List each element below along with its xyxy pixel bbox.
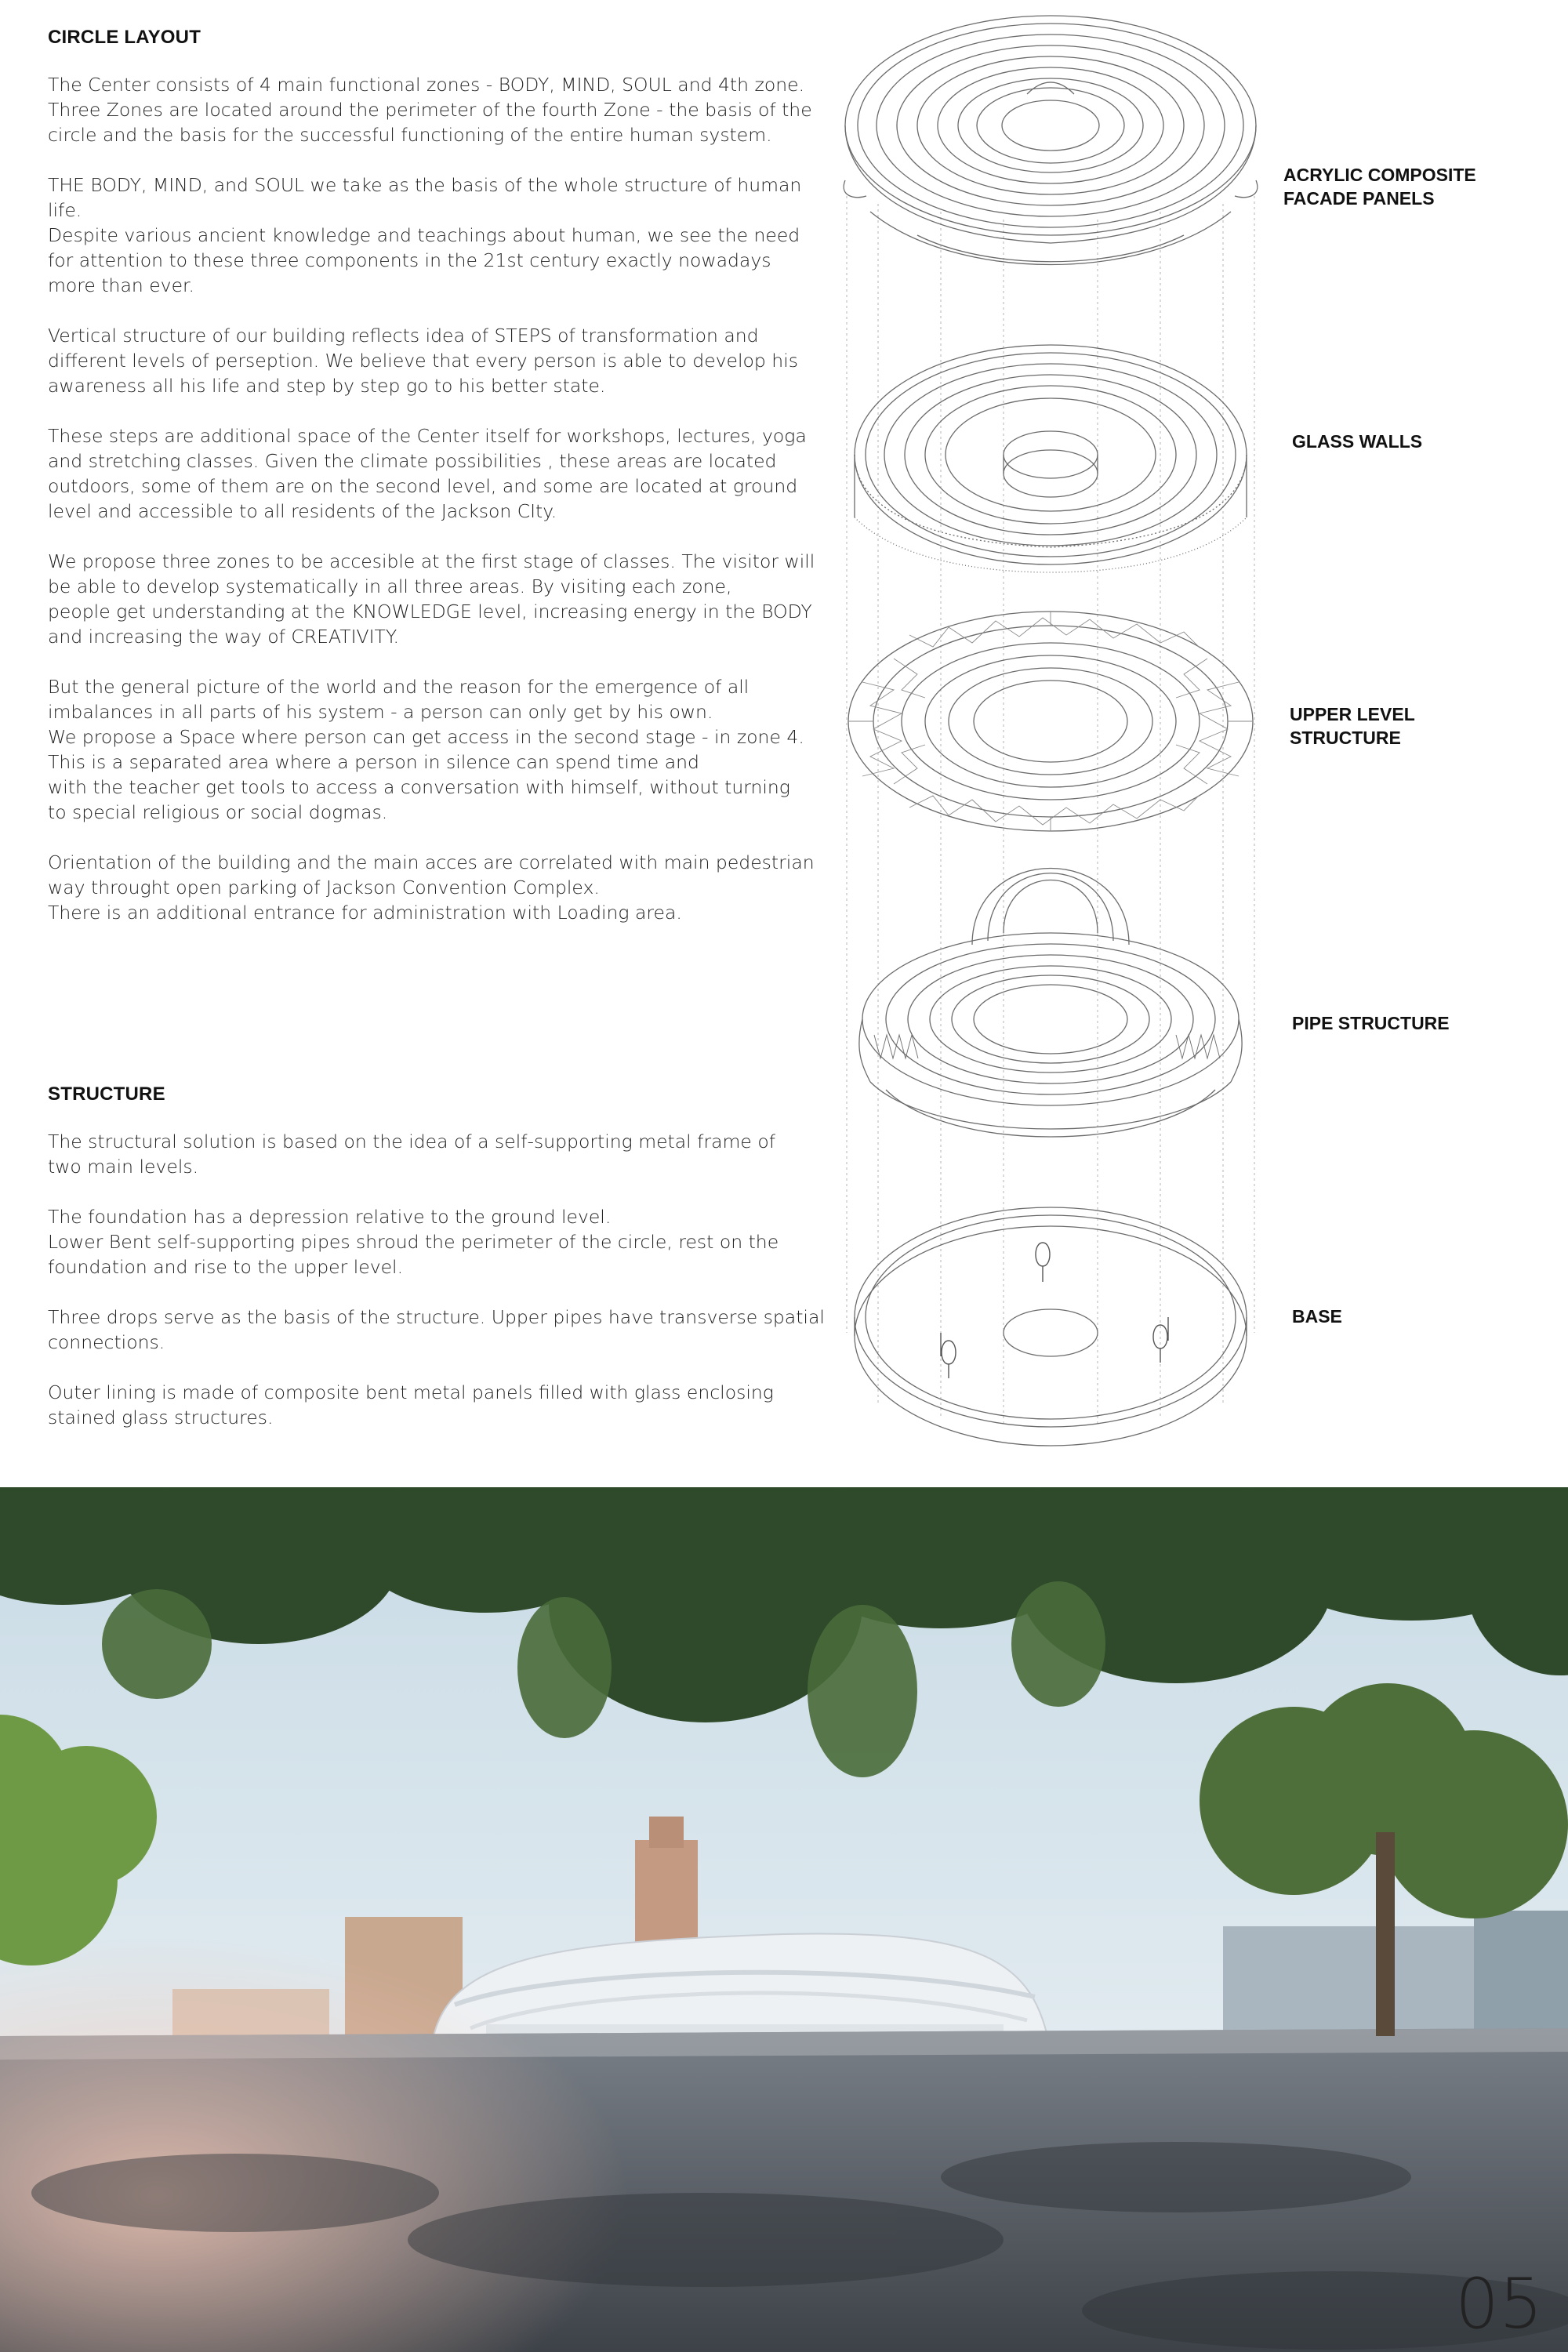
structure-paragraph-2: The foundation has a depression relative to the ground level. Lower Bent self-supporting pipes shroud the perimeter of the circle, rest on the foundation and rise to the upper level.	[48, 1206, 779, 1278]
circle-layout-paragraph-6: But the general picture of the world and the reason for the emergence of all imbalances in all parts of his system - a person can only get by his own. We propose a Space where person can get access in the second stage - in zone 4. This is a separated area where a person in silence can spend time and with the teacher get tools to access a conversation with himself, without turning to special religious or social dogmas.	[48, 676, 804, 823]
label-acrylic-facade-panels: ACRYLIC COMPOSITE FACADE PANELS	[1283, 165, 1476, 209]
glass-walls-layer	[855, 345, 1247, 572]
structure-paragraph-1: The structural solution is based on the idea of a self-supporting metal frame of two main levels.	[48, 1131, 775, 1178]
label-base: BASE	[1292, 1306, 1342, 1327]
structure-paragraph-4: Outer lining is made of composite bent metal panels filled with glass enclosing stained glass structures.	[48, 1381, 774, 1428]
pipe-structure-layer	[859, 869, 1242, 1138]
base-layer	[855, 1207, 1247, 1446]
structure-section	[48, 1083, 840, 1455]
circle-layout-paragraph-7: Orientation of the building and the main acces are correlated with main pedestrian way throught open parking of Jackson Convention Complex. There is an additional entrance for administration with Loading area.	[48, 851, 815, 924]
circle-layout-paragraph-3: Vertical structure of our building reflects idea of STEPS of transformation and different levels of perseption. We believe that every person is able to develop his awareness all his life and step by step go to his better state.	[48, 325, 798, 397]
architectural-rendering	[0, 1487, 1568, 2352]
label-glass-walls: GLASS WALLS	[1292, 431, 1423, 452]
circle-layout-heading: CIRCLE LAYOUT	[48, 27, 201, 48]
circle-layout-paragraph-2: THE BODY, MIND, and SOUL we take as the basis of the whole structure of human life. Despite various ancient knowledge and teachings about human, we see the need for attention to these three components in the 21st century exactly nowadays more than ever.	[48, 174, 802, 296]
label-pipe-structure: PIPE STRUCTURE	[1292, 1013, 1450, 1033]
page-number: 05	[1455, 2263, 1543, 2344]
circle-layout-paragraph-1: The Center consists of 4 main functional zones - BODY, MIND, SOUL and 4th zone. Three Zones are located around the perimeter of the fourth Zone - the basis of the circle and the basis for the successful functioning of the entire human system.	[48, 74, 812, 146]
circle-layout-paragraph-5: We propose three zones to be accesible at the first stage of classes. The visitor will be able to develop systematically in all three areas. By visiting each zone, people get understanding at the KNOWLEDGE level, increasing energy in the BODY and increasing the way of CREATIVITY.	[48, 550, 815, 648]
upper-level-structure-layer	[848, 612, 1253, 831]
exploded-axonometric-diagram	[831, 0, 1270, 1474]
label-upper-level-structure: UPPER LEVEL STRUCTURE	[1290, 704, 1415, 748]
structure-paragraph-3: Three drops serve as the basis of the structure. Upper pipes have transverse spatial connections.	[48, 1306, 825, 1353]
structure-heading: STRUCTURE	[48, 1083, 165, 1105]
circle-layout-section	[48, 27, 840, 950]
facade-panels-layer	[844, 16, 1258, 265]
circle-layout-paragraph-4: These steps are additional space of the Center itself for workshops, lectures, yoga and stretching classes. Given the climate possibilities , these areas are located outdoors, some of them are on the second level, and some are located at ground level and accessible to all residents of the Jackson CIty.	[48, 425, 807, 522]
